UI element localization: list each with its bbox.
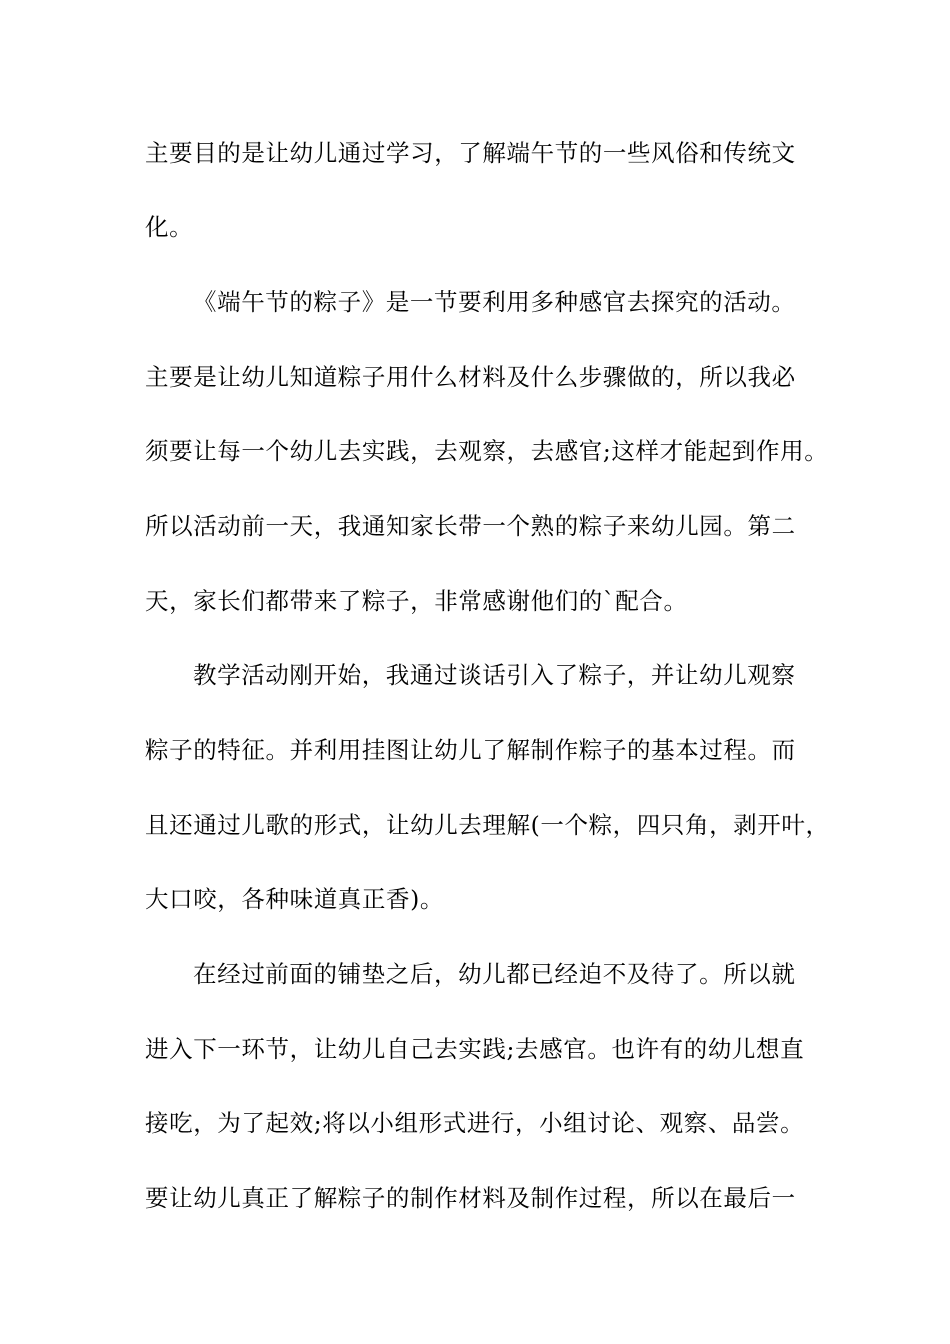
- text-line: 天，家长们都带来了粽子，非常感谢他们的`配合。: [145, 587, 688, 615]
- text-line: 主要是让幼儿知道粽子用什么材料及什么步骤做的，所以我必: [145, 363, 796, 391]
- paragraph-first-line: 在经过前面的铺垫之后，幼儿都已经迫不及待了。所以就: [193, 960, 796, 988]
- text-line: 粽子的特征。并利用挂图让幼儿了解制作粽子的基本过程。而: [145, 736, 796, 764]
- text-line: 所以活动前一天，我通知家长带一个熟的粽子来幼儿园。第二: [145, 512, 796, 540]
- text-line: 化。: [145, 213, 194, 241]
- text-line: 要让幼儿真正了解粽子的制作材料及制作过程，所以在最后一: [145, 1184, 796, 1212]
- text-line: 须要让每一个幼儿去实践，去观察，去感官;这样才能起到作用。: [145, 437, 829, 465]
- text-line: 主要目的是让幼儿通过学习，了解端午节的一些风俗和传统文: [145, 139, 796, 167]
- text-line: 且还通过儿歌的形式，让幼儿去理解(一个粽，四只角，剥开叶，: [145, 811, 830, 839]
- paragraph-first-line: 《端午节的粽子》是一节要利用多种感官去探究的活动。: [193, 288, 796, 316]
- text-line: 大口咬，各种味道真正香)。: [145, 885, 444, 913]
- text-line: 进入下一环节，让幼儿自己去实践;去感官。也许有的幼儿想直: [145, 1035, 805, 1063]
- text-line: 接吃，为了起效;将以小组形式进行，小组讨论、观察、品尝。: [145, 1109, 805, 1137]
- paragraph-first-line: 教学活动刚开始，我通过谈话引入了粽子，并让幼儿观察: [193, 661, 796, 689]
